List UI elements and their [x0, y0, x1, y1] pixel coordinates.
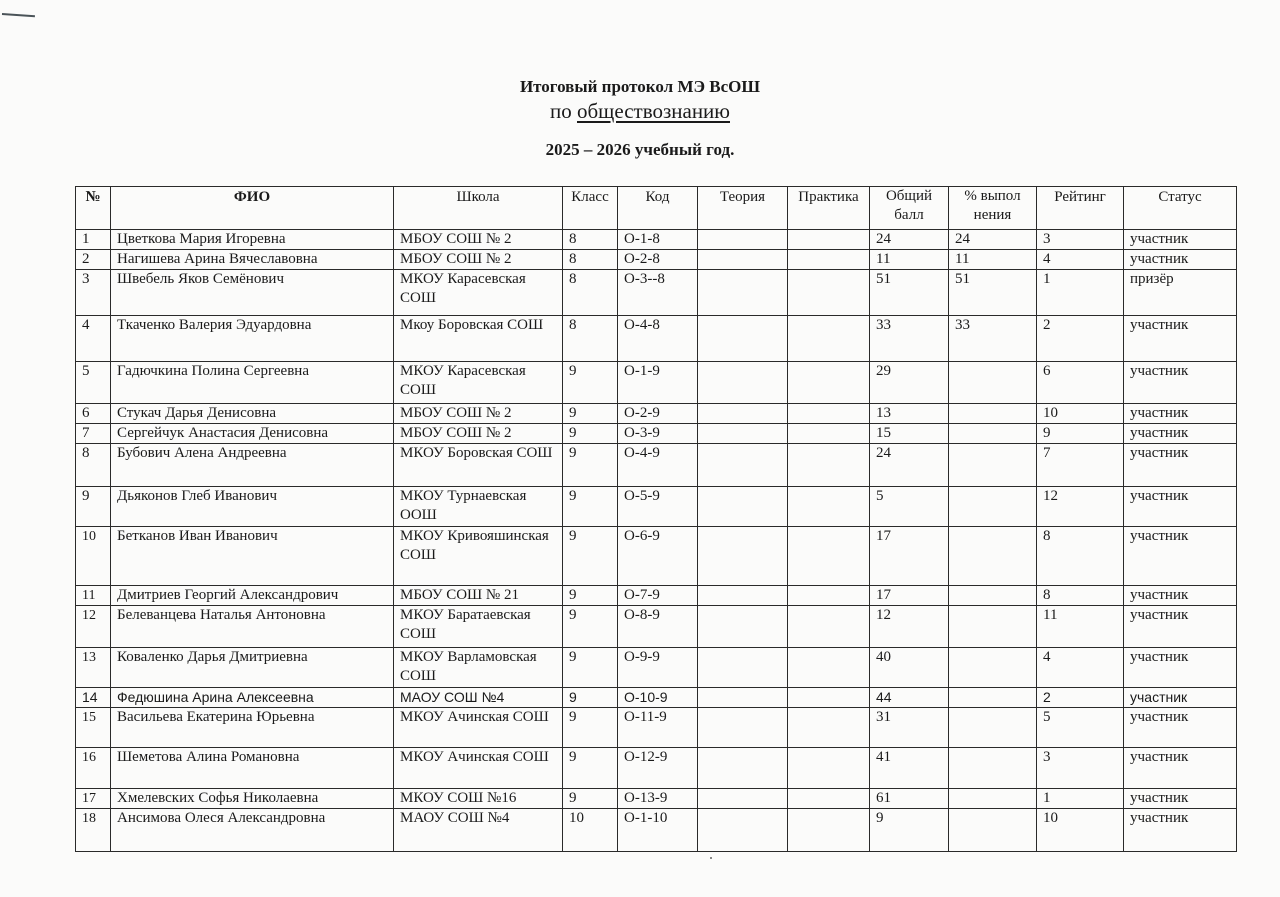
cell-code: О-3--8 — [618, 270, 698, 316]
col-header-grade: Класс — [563, 187, 618, 230]
col-header-practice: Практика — [788, 187, 870, 230]
cell-school: МБОУ СОШ № 2 — [394, 230, 563, 250]
cell-fio: Дьяконов Глеб Иванович — [111, 487, 394, 527]
cell-total-score: 41 — [870, 748, 949, 789]
cell-percent — [949, 648, 1037, 688]
col-header-number: № — [76, 187, 111, 230]
cell-total-score: 11 — [870, 250, 949, 270]
cell-total-score: 40 — [870, 648, 949, 688]
cell-theory — [698, 444, 788, 487]
cell-percent — [949, 748, 1037, 789]
cell-fio: Бетканов Иван Иванович — [111, 527, 394, 586]
cell-percent — [949, 424, 1037, 444]
cell-rank: 6 — [1037, 362, 1124, 404]
cell-rank: 7 — [1037, 444, 1124, 487]
cell-number: 17 — [76, 789, 111, 809]
cell-status: участник — [1124, 688, 1237, 708]
cell-school: МКОУ Ачинская СОШ — [394, 748, 563, 789]
cell-percent: 11 — [949, 250, 1037, 270]
cell-total-score: 24 — [870, 444, 949, 487]
cell-school: Мкоу Боровская СОШ — [394, 316, 563, 362]
cell-percent — [949, 444, 1037, 487]
cell-grade: 9 — [563, 648, 618, 688]
cell-theory — [698, 809, 788, 852]
cell-number: 2 — [76, 250, 111, 270]
table-row — [76, 424, 1237, 444]
table-body — [76, 230, 1237, 852]
cell-code: О-5-9 — [618, 487, 698, 527]
document-title: Итоговый протокол МЭ ВсОШ — [519, 77, 761, 96]
cell-school: МБОУ СОШ № 21 — [394, 586, 563, 606]
cell-grade: 10 — [563, 809, 618, 852]
cell-theory — [698, 789, 788, 809]
cell-practice — [788, 527, 870, 586]
cell-number: 5 — [76, 362, 111, 404]
cell-percent — [949, 404, 1037, 424]
cell-code: О-13-9 — [618, 789, 698, 809]
cell-total-score: 13 — [870, 404, 949, 424]
cell-status: участник — [1124, 606, 1237, 648]
cell-number: 14 — [76, 688, 111, 708]
cell-status: участник — [1124, 789, 1237, 809]
cell-grade: 9 — [563, 487, 618, 527]
cell-number: 10 — [76, 527, 111, 586]
cell-number: 6 — [76, 404, 111, 424]
cell-practice — [788, 648, 870, 688]
cell-total-score: 31 — [870, 708, 949, 748]
cell-school: МАОУ СОШ №4 — [394, 809, 563, 852]
cell-total-score: 24 — [870, 230, 949, 250]
cell-practice — [788, 444, 870, 487]
cell-rank: 1 — [1037, 789, 1124, 809]
cell-code: О-1-10 — [618, 809, 698, 852]
cell-grade: 8 — [563, 230, 618, 250]
cell-percent: 33 — [949, 316, 1037, 362]
cell-code: О-11-9 — [618, 708, 698, 748]
cell-status: участник — [1124, 648, 1237, 688]
cell-percent — [949, 789, 1037, 809]
table-row — [76, 250, 1237, 270]
cell-status: участник — [1124, 748, 1237, 789]
cell-theory — [698, 270, 788, 316]
cell-status: участник — [1124, 362, 1237, 404]
cell-fio: Шеметова Алина Романовна — [111, 748, 394, 789]
cell-code: О-2-8 — [618, 250, 698, 270]
cell-total-score: 17 — [870, 527, 949, 586]
cell-rank: 10 — [1037, 404, 1124, 424]
cell-school: МКОУ Кривояшинская СОШ — [394, 527, 563, 586]
cell-rank: 12 — [1037, 487, 1124, 527]
cell-fio: Хмелевских Софья Николаевна — [111, 789, 394, 809]
cell-school: МКОУ Карасевская СОШ — [394, 270, 563, 316]
cell-fio: Белеванцева Наталья Антоновна — [111, 606, 394, 648]
cell-number: 13 — [76, 648, 111, 688]
cell-rank: 4 — [1037, 648, 1124, 688]
table-row — [76, 444, 1237, 487]
cell-total-score: 5 — [870, 487, 949, 527]
scan-artifact-line — [2, 13, 35, 17]
document-header — [0, 76, 1280, 161]
col-header-school: Школа — [394, 187, 563, 230]
cell-code: О-2-9 — [618, 404, 698, 424]
cell-number: 15 — [76, 708, 111, 748]
cell-percent — [949, 362, 1037, 404]
cell-percent — [949, 688, 1037, 708]
cell-fio: Гадючкина Полина Сергеевна — [111, 362, 394, 404]
cell-number: 18 — [76, 809, 111, 852]
table-row — [76, 809, 1237, 852]
table-row — [76, 230, 1237, 250]
cell-number: 7 — [76, 424, 111, 444]
cell-status: участник — [1124, 316, 1237, 362]
cell-total-score: 15 — [870, 424, 949, 444]
cell-code: О-1-8 — [618, 230, 698, 250]
cell-grade: 9 — [563, 424, 618, 444]
cell-fio: Коваленко Дарья Дмитриевна — [111, 648, 394, 688]
col-header-total: Общий балл — [870, 187, 949, 230]
cell-grade: 8 — [563, 250, 618, 270]
document-subtitle — [0, 98, 1280, 124]
cell-percent — [949, 708, 1037, 748]
cell-code: О-9-9 — [618, 648, 698, 688]
cell-grade: 9 — [563, 688, 618, 708]
cell-fio: Нагишева Арина Вячеславовна — [111, 250, 394, 270]
cell-fio: Швебель Яков Семёнович — [111, 270, 394, 316]
cell-school: МБОУ СОШ № 2 — [394, 250, 563, 270]
cell-rank: 10 — [1037, 809, 1124, 852]
cell-code: О-10-9 — [618, 688, 698, 708]
col-header-rank: Рейтинг — [1037, 187, 1124, 230]
cell-number: 9 — [76, 487, 111, 527]
table-row — [76, 527, 1237, 586]
cell-theory — [698, 527, 788, 586]
cell-school: МКОУ Баратаевская СОШ — [394, 606, 563, 648]
table-row — [76, 362, 1237, 404]
cell-school: МКОУ СОШ №16 — [394, 789, 563, 809]
col-header-theory: Теория — [698, 187, 788, 230]
col-header-code: Код — [618, 187, 698, 230]
cell-practice — [788, 748, 870, 789]
col-header-percent: % выпол нения — [949, 187, 1037, 230]
cell-theory — [698, 648, 788, 688]
cell-practice — [788, 230, 870, 250]
cell-grade: 9 — [563, 527, 618, 586]
table-row — [76, 270, 1237, 316]
cell-grade: 9 — [563, 586, 618, 606]
cell-status: участник — [1124, 487, 1237, 527]
cell-status: призёр — [1124, 270, 1237, 316]
cell-practice — [788, 789, 870, 809]
cell-status: участник — [1124, 250, 1237, 270]
cell-percent — [949, 606, 1037, 648]
cell-grade: 9 — [563, 708, 618, 748]
cell-rank: 3 — [1037, 748, 1124, 789]
cell-number: 16 — [76, 748, 111, 789]
cell-theory — [698, 404, 788, 424]
cell-theory — [698, 362, 788, 404]
cell-rank: 8 — [1037, 586, 1124, 606]
cell-status: участник — [1124, 809, 1237, 852]
cell-school: МКОУ Ачинская СОШ — [394, 708, 563, 748]
cell-code: О-12-9 — [618, 748, 698, 789]
cell-practice — [788, 606, 870, 648]
cell-rank: 1 — [1037, 270, 1124, 316]
cell-theory — [698, 230, 788, 250]
cell-fio: Ансимова Олеся Александровна — [111, 809, 394, 852]
cell-school: МБОУ СОШ № 2 — [394, 424, 563, 444]
table-row — [76, 748, 1237, 789]
cell-number: 12 — [76, 606, 111, 648]
cell-grade: 9 — [563, 444, 618, 487]
subtitle-prefix: по — [550, 99, 577, 123]
table-row — [76, 606, 1237, 648]
cell-theory — [698, 250, 788, 270]
table-row — [76, 316, 1237, 362]
col-header-fio: ФИО — [111, 187, 394, 230]
cell-fio: Федюшина Арина Алексеевна — [111, 688, 394, 708]
cell-status: участник — [1124, 230, 1237, 250]
cell-school: МКОУ Карасевская СОШ — [394, 362, 563, 404]
cell-total-score: 29 — [870, 362, 949, 404]
cell-practice — [788, 487, 870, 527]
table-row — [76, 789, 1237, 809]
cell-practice — [788, 250, 870, 270]
cell-percent: 24 — [949, 230, 1037, 250]
table-row — [76, 404, 1237, 424]
cell-grade: 9 — [563, 404, 618, 424]
subject-name: обществознанию — [577, 99, 730, 123]
table-row — [76, 708, 1237, 748]
cell-school: МКОУ Турнаевская ООШ — [394, 487, 563, 527]
cell-fio: Стукач Дарья Денисовна — [111, 404, 394, 424]
cell-grade: 9 — [563, 606, 618, 648]
cell-practice — [788, 270, 870, 316]
cell-theory — [698, 688, 788, 708]
cell-practice — [788, 586, 870, 606]
cell-number: 4 — [76, 316, 111, 362]
table-row — [76, 688, 1237, 708]
cell-theory — [698, 708, 788, 748]
cell-percent — [949, 586, 1037, 606]
cell-practice — [788, 708, 870, 748]
cell-theory — [698, 316, 788, 362]
cell-school: МКОУ Боровская СОШ — [394, 444, 563, 487]
cell-rank: 5 — [1037, 708, 1124, 748]
cell-rank: 2 — [1037, 316, 1124, 362]
cell-percent — [949, 487, 1037, 527]
cell-number: 11 — [76, 586, 111, 606]
cell-practice — [788, 404, 870, 424]
academic-year: 2025 – 2026 учебный год. — [545, 140, 735, 159]
cell-total-score: 33 — [870, 316, 949, 362]
cell-rank: 8 — [1037, 527, 1124, 586]
cell-rank: 3 — [1037, 230, 1124, 250]
cell-total-score: 12 — [870, 606, 949, 648]
cell-code: О-3-9 — [618, 424, 698, 444]
table-header-row — [76, 187, 1237, 230]
cell-rank: 9 — [1037, 424, 1124, 444]
cell-status: участник — [1124, 527, 1237, 586]
cell-total-score: 9 — [870, 809, 949, 852]
cell-practice — [788, 362, 870, 404]
cell-code: О-6-9 — [618, 527, 698, 586]
scan-artifact-dot — [710, 857, 712, 859]
cell-theory — [698, 748, 788, 789]
cell-fio: Сергейчук Анастасия Денисовна — [111, 424, 394, 444]
cell-percent: 51 — [949, 270, 1037, 316]
cell-practice — [788, 316, 870, 362]
cell-practice — [788, 809, 870, 852]
cell-theory — [698, 586, 788, 606]
col-header-status: Статус — [1124, 187, 1237, 230]
cell-theory — [698, 424, 788, 444]
cell-theory — [698, 487, 788, 527]
cell-percent — [949, 809, 1037, 852]
cell-school: МКОУ Варламовская СОШ — [394, 648, 563, 688]
cell-fio: Дмитриев Георгий Александрович — [111, 586, 394, 606]
cell-code: О-4-8 — [618, 316, 698, 362]
cell-rank: 2 — [1037, 688, 1124, 708]
cell-grade: 9 — [563, 789, 618, 809]
cell-fio: Васильева Екатерина Юрьевна — [111, 708, 394, 748]
cell-code: О-8-9 — [618, 606, 698, 648]
cell-fio: Цветкова Мария Игоревна — [111, 230, 394, 250]
cell-number: 1 — [76, 230, 111, 250]
cell-code: О-1-9 — [618, 362, 698, 404]
cell-rank: 4 — [1037, 250, 1124, 270]
cell-grade: 8 — [563, 316, 618, 362]
cell-grade: 9 — [563, 362, 618, 404]
cell-status: участник — [1124, 708, 1237, 748]
cell-theory — [698, 606, 788, 648]
table-row — [76, 586, 1237, 606]
cell-status: участник — [1124, 586, 1237, 606]
cell-total-score: 61 — [870, 789, 949, 809]
cell-school: МАОУ СОШ №4 — [394, 688, 563, 708]
cell-total-score: 17 — [870, 586, 949, 606]
cell-status: участник — [1124, 424, 1237, 444]
cell-fio: Ткаченко Валерия Эдуардовна — [111, 316, 394, 362]
cell-number: 3 — [76, 270, 111, 316]
cell-grade: 9 — [563, 748, 618, 789]
cell-total-score: 51 — [870, 270, 949, 316]
cell-rank: 11 — [1037, 606, 1124, 648]
results-table — [75, 186, 1237, 852]
cell-status: участник — [1124, 404, 1237, 424]
cell-total-score: 44 — [870, 688, 949, 708]
cell-code: О-4-9 — [618, 444, 698, 487]
cell-number: 8 — [76, 444, 111, 487]
cell-practice — [788, 688, 870, 708]
cell-school: МБОУ СОШ № 2 — [394, 404, 563, 424]
table-row — [76, 648, 1237, 688]
cell-fio: Бубович Алена Андреевна — [111, 444, 394, 487]
cell-code: О-7-9 — [618, 586, 698, 606]
table-row — [76, 487, 1237, 527]
cell-percent — [949, 527, 1037, 586]
cell-practice — [788, 424, 870, 444]
cell-status: участник — [1124, 444, 1237, 487]
cell-grade: 8 — [563, 270, 618, 316]
